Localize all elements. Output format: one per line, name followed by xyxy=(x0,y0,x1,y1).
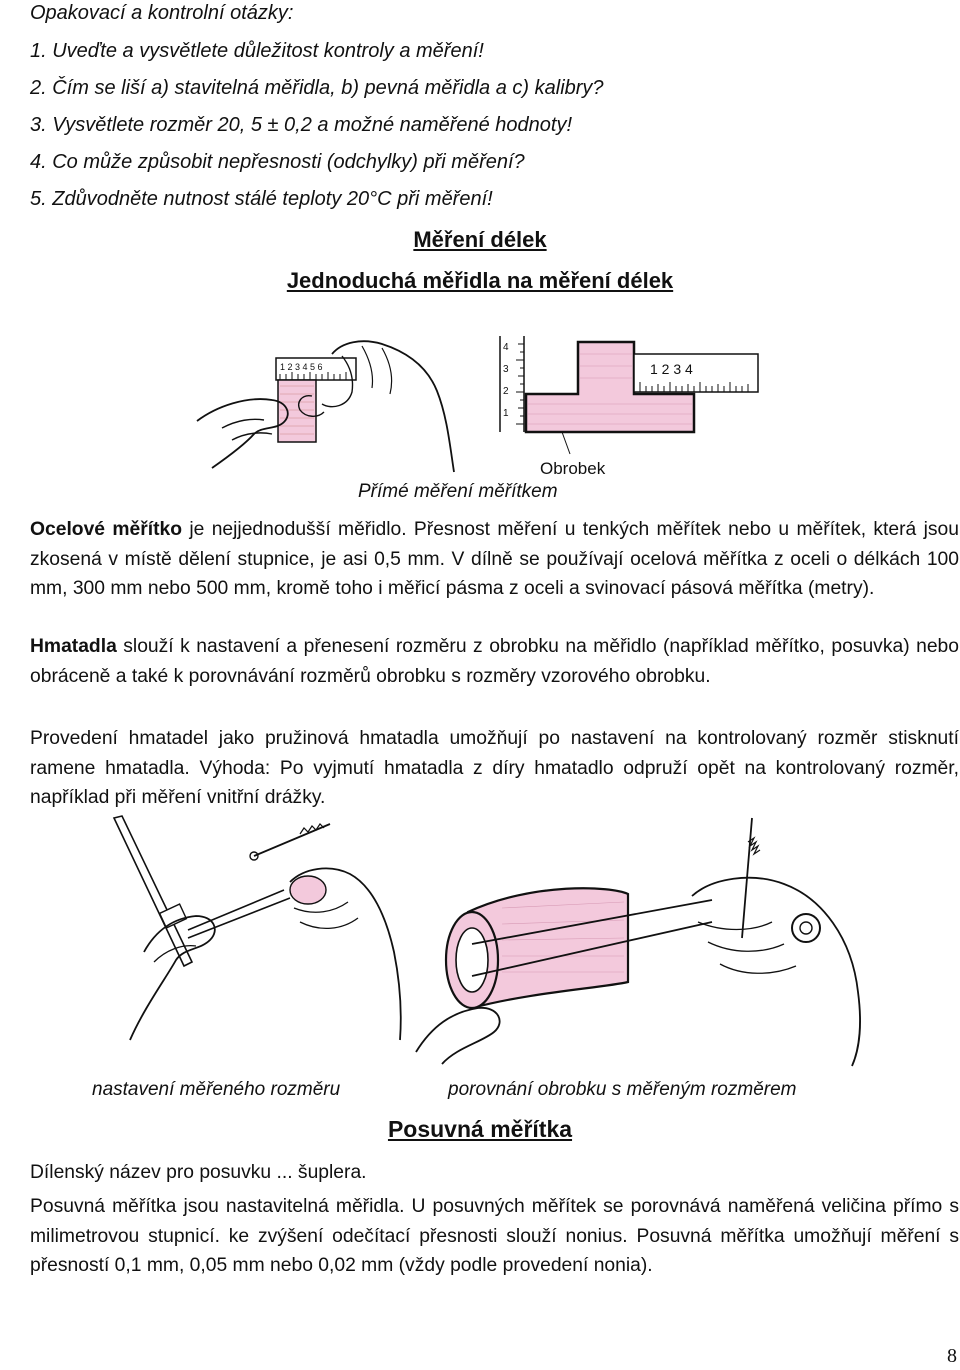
paragraph-ocelove-meritko-text: je nejjednodušší měřidlo. Přesnost měření u tenkých měřítek nebo u měřítek, která jsou zkosená v místě dělení stupnice, je asi 0,5 mm. V dílně se používají ocelová měřítka z oceli o délkách 100 mm, 300 mm nebo 500 mm, kromě toho i měřicí pásma z oceli a svinovací pásová měřítka (metry). xyxy=(30,519,959,599)
large-ruler-digits: 1 2 3 4 xyxy=(650,361,693,377)
vertical-ruler-digit-3: 3 xyxy=(503,364,509,375)
paragraph-dilensky-nazev: Dílenský název pro posuvku ... šuplera. xyxy=(30,1162,367,1183)
small-ruler-digits: 1 2 3 4 5 6 xyxy=(280,362,323,372)
question-1: 1. Uveďte a vysvětlete důležitost kontroly a měření! xyxy=(30,40,484,62)
question-5: 5. Zdůvodněte nutnost stálé teploty 20°C při měření! xyxy=(30,188,493,210)
hand-ruler-drawing xyxy=(192,336,482,476)
heading-mereni-delek: Měření délek xyxy=(413,227,547,252)
figure2-caption-right: porovnání obrobku s měřeným rozměrem xyxy=(448,1079,797,1100)
paragraph-hmatadla xyxy=(30,632,959,691)
question-3: 3. Vysvětlete rozměr 20, 5 ± 0,2 a možné naměřené hodnoty! xyxy=(30,114,573,136)
vertical-ruler-digit-4: 4 xyxy=(503,342,509,353)
paragraph-posuvna-meritka: Posuvná měřítka jsou nastavitelná měřidla. U posuvných měřítek se porovnává naměřená veličina přímo s milimetrovou stupnicí. ke zvýšení odečítací přesnosti slouží nonius. Posuvná měřítka umožňují měření s přesností 0,1 mm, 0,05 mm nebo 0,02 mm (vždy podle provedení nonia). xyxy=(30,1196,959,1276)
paragraph-hmatadla-text: slouží k nastavení a přenesení rozměru z obrobku na měřidlo (například měřítko, posuvka) nebo obráceně a také k porovnávání rozměrů obrobku s rozměry vzorového obrobku. xyxy=(30,636,959,687)
heading-posuvna-meritka: Posuvná měřítka xyxy=(387,1116,573,1142)
paragraph-ocelove-meritko xyxy=(30,515,959,604)
vertical-ruler-digit-1: 1 xyxy=(503,408,509,419)
term-hmatadla: Hmatadla xyxy=(30,636,117,657)
questions-title: Opakovací a kontrolní otázky: xyxy=(30,2,294,24)
caliper-setting-drawing xyxy=(104,812,404,1044)
vertical-ruler-digit-2: 2 xyxy=(503,386,509,397)
workpiece-ruler-drawing xyxy=(494,334,764,480)
question-2: 2. Čím se liší a) stavitelná měřidla, b) pevná měřidla a c) kalibry? xyxy=(30,77,604,99)
paragraph-provedeni-hmatadel: Provedení hmatadel jako pružinová hmatadla umožňují po nastavení na kontrolovaný rozměr stisknutí ramene hmatadla. Výhoda: Po vyjmutí hmatadla z díry hmatadlo odpruží opět na kontrolovaný rozměr, například při měření vnitřní drážky. xyxy=(30,728,959,808)
term-ocelove-meritko: Ocelové měřítko xyxy=(30,519,183,540)
question-4: 4. Co může způsobit nepřesnosti (odchylky) při měření? xyxy=(30,151,525,173)
heading-jednoducha-meridla: Jednoduchá měřidla na měření délek xyxy=(286,268,674,293)
figure1-caption: Přímé měření měřítkem xyxy=(358,481,558,502)
caliper-comparison-drawing xyxy=(412,812,864,1068)
workpiece-label: Obrobek xyxy=(540,459,606,478)
page-number: 8 xyxy=(947,1345,957,1367)
figure2-caption-left: nastavení měřeného rozměru xyxy=(92,1079,341,1100)
